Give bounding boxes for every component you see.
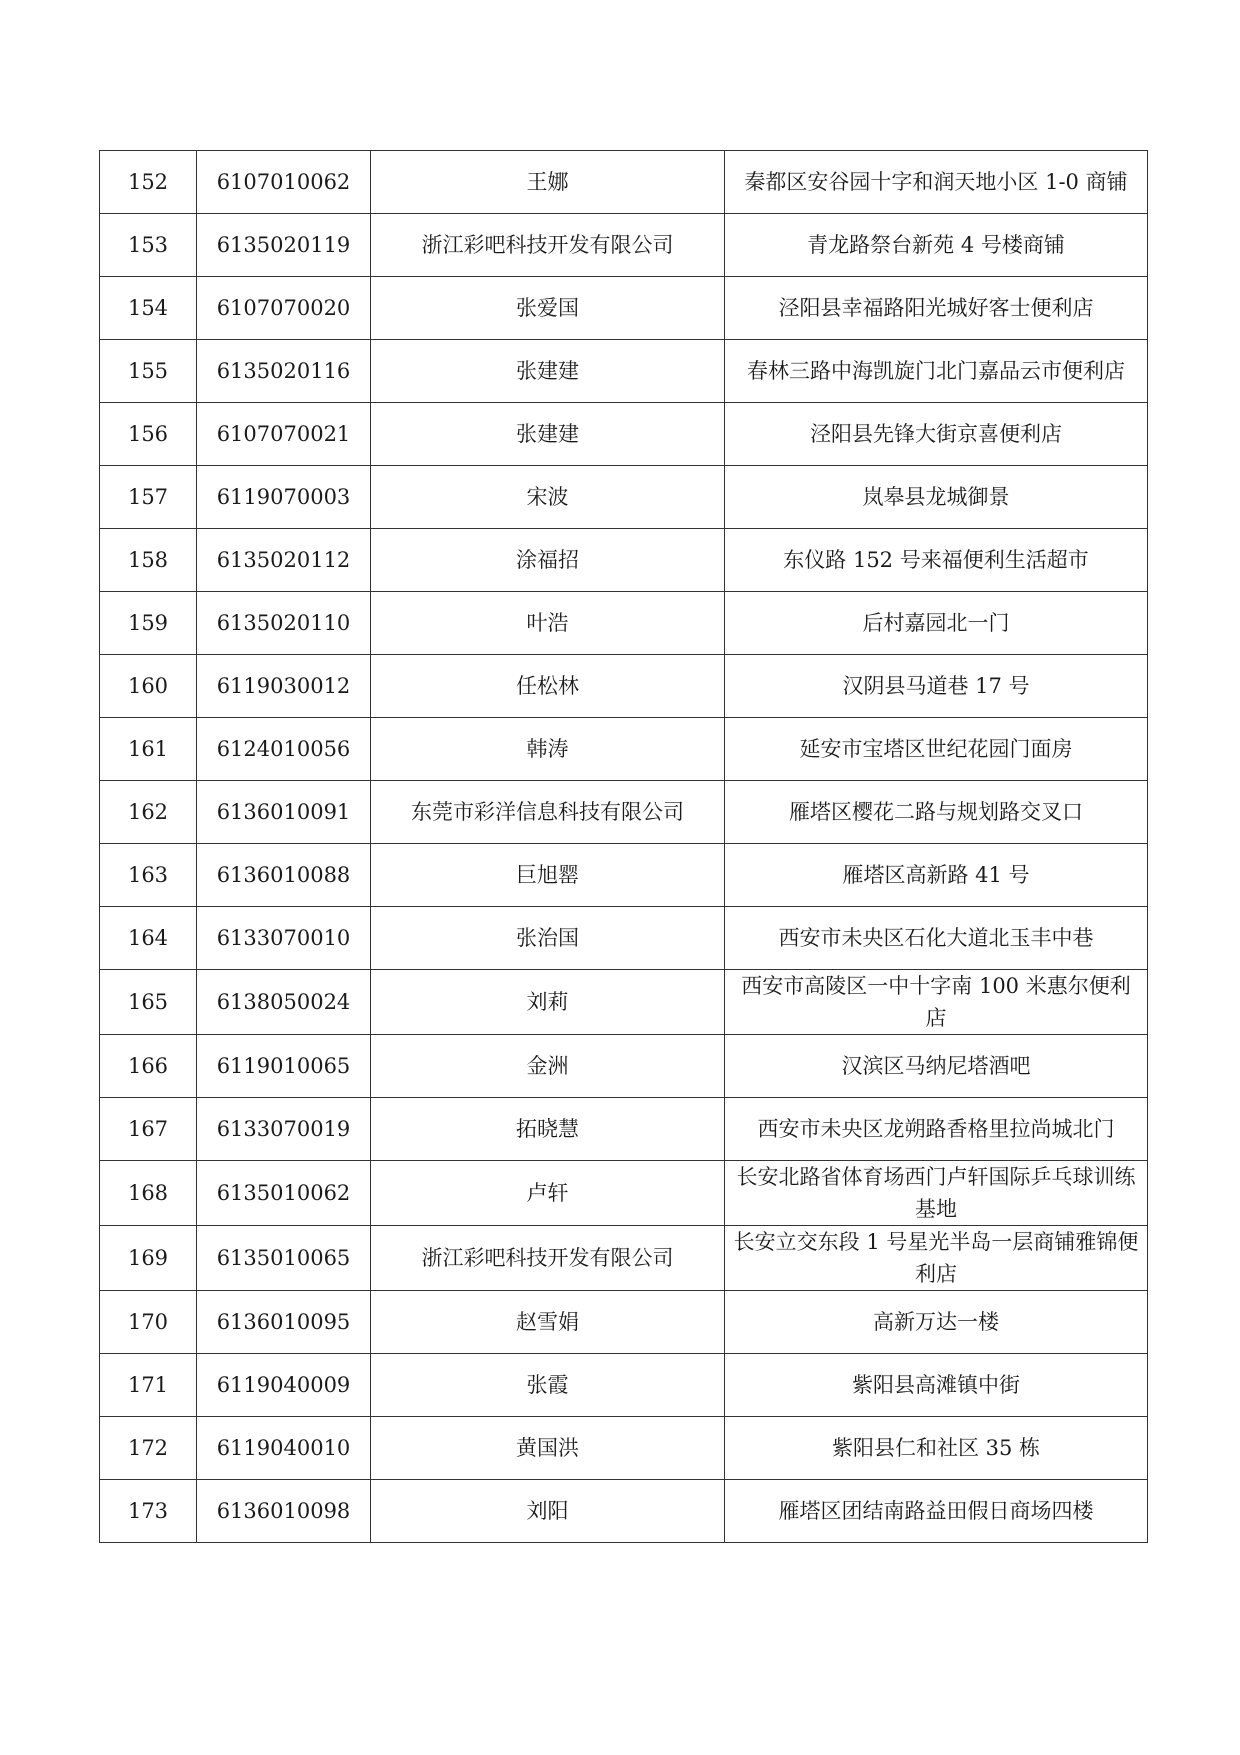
owner-name: 张建建 [371,403,725,466]
table-row [100,466,1148,529]
table-row [100,1480,1148,1543]
station-code: 6136010095 [197,1291,371,1354]
station-address: 泾阳县幸福路阳光城好客士便利店 [725,277,1148,340]
owner-name: 卢轩 [371,1161,725,1226]
station-address: 汉滨区马纳尼塔酒吧 [725,1035,1148,1098]
station-address: 高新万达一楼 [725,1291,1148,1354]
table-row [100,1354,1148,1417]
owner-name: 王娜 [371,151,725,214]
station-address: 雁塔区高新路 41 号 [725,844,1148,907]
row-index: 172 [100,1417,197,1480]
station-code: 6119040009 [197,1354,371,1417]
station-code: 6136010098 [197,1480,371,1543]
station-code: 6136010091 [197,781,371,844]
row-index: 170 [100,1291,197,1354]
station-address: 东仪路 152 号来福便利生活超市 [725,529,1148,592]
station-address: 后村嘉园北一门 [725,592,1148,655]
owner-name: 赵雪娟 [371,1291,725,1354]
row-index: 168 [100,1161,197,1226]
owner-name: 张建建 [371,340,725,403]
owner-name: 张治国 [371,907,725,970]
owner-name: 浙江彩吧科技开发有限公司 [371,214,725,277]
row-index: 156 [100,403,197,466]
table-row [100,907,1148,970]
row-index: 173 [100,1480,197,1543]
station-table [99,150,1148,1543]
owner-name: 刘阳 [371,1480,725,1543]
table-row [100,340,1148,403]
owner-name: 拓晓慧 [371,1098,725,1161]
owner-name: 宋波 [371,466,725,529]
owner-name: 涂福招 [371,529,725,592]
row-index: 169 [100,1226,197,1291]
station-address: 岚皋县龙城御景 [725,466,1148,529]
station-code: 6136010088 [197,844,371,907]
station-code: 6119070003 [197,466,371,529]
row-index: 157 [100,466,197,529]
row-index: 155 [100,340,197,403]
row-index: 152 [100,151,197,214]
station-address: 雁塔区樱花二路与规划路交叉口 [725,781,1148,844]
table-row [100,781,1148,844]
table-row [100,1035,1148,1098]
station-code: 6133070010 [197,907,371,970]
row-index: 153 [100,214,197,277]
table-row [100,592,1148,655]
station-address: 汉阴县马道巷 17 号 [725,655,1148,718]
station-address: 青龙路祭台新苑 4 号楼商铺 [725,214,1148,277]
row-index: 167 [100,1098,197,1161]
station-address: 延安市宝塔区世纪花园门面房 [725,718,1148,781]
station-code: 6138050024 [197,970,371,1035]
row-index: 160 [100,655,197,718]
row-index: 163 [100,844,197,907]
table-row [100,718,1148,781]
station-address: 春林三路中海凯旋门北门嘉品云市便利店 [725,340,1148,403]
station-code: 6135020119 [197,214,371,277]
row-index: 164 [100,907,197,970]
table-row [100,277,1148,340]
owner-name: 巨旭罂 [371,844,725,907]
owner-name: 叶浩 [371,592,725,655]
table-row [100,655,1148,718]
table-row [100,844,1148,907]
station-code: 6135010065 [197,1226,371,1291]
station-code: 6119040010 [197,1417,371,1480]
station-code: 6107070020 [197,277,371,340]
station-address: 雁塔区团结南路益田假日商场四楼 [725,1480,1148,1543]
station-code: 6119010065 [197,1035,371,1098]
owner-name: 浙江彩吧科技开发有限公司 [371,1226,725,1291]
station-code: 6135020116 [197,340,371,403]
station-address: 秦都区安谷园十字和润天地小区 1-0 商铺 [725,151,1148,214]
row-index: 159 [100,592,197,655]
station-code: 6135020112 [197,529,371,592]
row-index: 166 [100,1035,197,1098]
row-index: 171 [100,1354,197,1417]
row-index: 161 [100,718,197,781]
station-code: 6107010062 [197,151,371,214]
station-address: 长安北路省体育场西门卢轩国际乒乓球训练基地 [725,1161,1148,1226]
owner-name: 金洲 [371,1035,725,1098]
table-row [100,1226,1148,1291]
table-row [100,151,1148,214]
station-code: 6135020110 [197,592,371,655]
station-address: 紫阳县高滩镇中街 [725,1354,1148,1417]
row-index: 154 [100,277,197,340]
owner-name: 刘莉 [371,970,725,1035]
table-row [100,1161,1148,1226]
table-row [100,1098,1148,1161]
table-row [100,214,1148,277]
owner-name: 东莞市彩洋信息科技有限公司 [371,781,725,844]
table-row [100,1417,1148,1480]
station-address: 泾阳县先锋大街京喜便利店 [725,403,1148,466]
station-address: 紫阳县仁和社区 35 栋 [725,1417,1148,1480]
station-address: 西安市高陵区一中十字南 100 米惠尔便利店 [725,970,1148,1035]
row-index: 158 [100,529,197,592]
station-code: 6133070019 [197,1098,371,1161]
table-row [100,970,1148,1035]
station-code: 6107070021 [197,403,371,466]
table-row [100,1291,1148,1354]
owner-name: 黄国洪 [371,1417,725,1480]
station-address: 长安立交东段 1 号星光半岛一层商铺雅锦便利店 [725,1226,1148,1291]
owner-name: 任松林 [371,655,725,718]
station-code: 6135010062 [197,1161,371,1226]
station-code: 6124010056 [197,718,371,781]
owner-name: 韩涛 [371,718,725,781]
row-index: 162 [100,781,197,844]
owner-name: 张爱国 [371,277,725,340]
owner-name: 张霞 [371,1354,725,1417]
row-index: 165 [100,970,197,1035]
station-address: 西安市未央区石化大道北玉丰中巷 [725,907,1148,970]
table-row [100,529,1148,592]
station-code: 6119030012 [197,655,371,718]
table-row [100,403,1148,466]
station-address: 西安市未央区龙朔路香格里拉尚城北门 [725,1098,1148,1161]
